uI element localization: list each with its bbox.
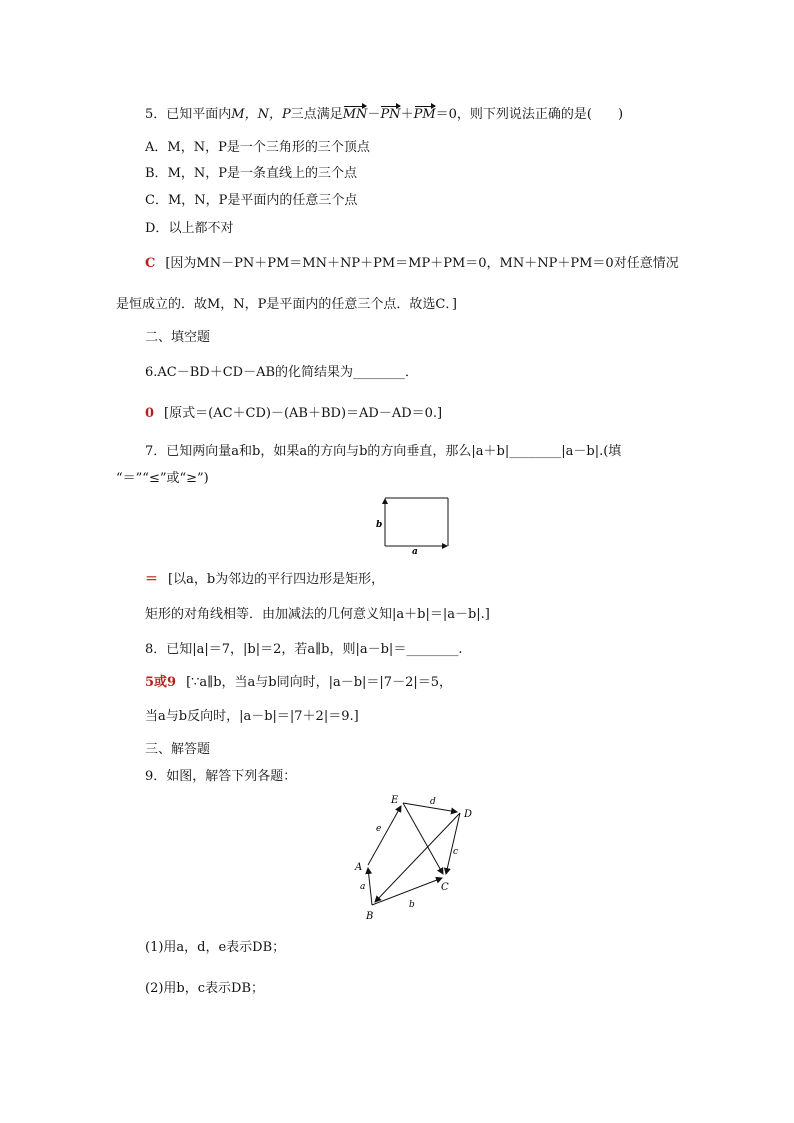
q5-answer: C [145, 256, 156, 271]
q8-explanation: [∵a∥b，当a与b同向时，|a－b|＝|7－2|＝5， [186, 675, 452, 690]
q5-stem: 5．已知平面内M，N，P三点满足MN－PN＋PM＝0，则下列说法正确的是( ) [145, 104, 623, 123]
q5-explanation: [因为MN－PN＋PM＝MN＋NP＋PM＝MP＋PM＝0，MN＋NP＋PM＝0对任意情况 [165, 256, 679, 271]
q7-explanation: [以a，b为邻边的平行四边形是矩形， [168, 572, 385, 587]
q5-option-a: A．M，N，P是一个三角形的三个顶点 [145, 140, 370, 155]
vector-ec [403, 803, 443, 874]
q7-explanation-cont: 矩形的对角线相等．由加减法的几何意义知|a＋b|＝|a－b|.] [145, 607, 490, 622]
point-label-a: A [355, 862, 363, 873]
q8-answer: 5或9 [145, 675, 177, 690]
q5-answer-line [145, 256, 679, 272]
point-label-c: C [441, 882, 449, 893]
q9-part1: (1)用a，d，e表示DB； [145, 940, 286, 955]
vector-a [368, 868, 372, 905]
q8-stem: 8．已知|a|＝7，|b|＝2，若a∥b，则|a－b|＝________. [145, 642, 463, 657]
vector-c [446, 813, 460, 874]
vector-e [368, 806, 401, 865]
q6-answer: 0 [145, 406, 155, 421]
vector-label-e: e [376, 824, 382, 834]
q6-stem: 6.AC－BD＋CD－AB的化简结果为________． [145, 365, 419, 380]
rectangle-figure [370, 493, 460, 555]
q5-option-b: B．M，N，P是一条直线上的三个点 [145, 166, 357, 181]
q5-option-c: C．M，N，P是平面内的任意三个点 [145, 193, 358, 208]
q6-explanation: [原式＝(AC＋CD)－(AB＋BD)＝AD－AD＝0.] [164, 406, 443, 421]
section-title-solutions: 三、解答题 [145, 742, 211, 757]
point-label-b: B [366, 911, 374, 922]
section-title-fill-in: 二、填空题 [145, 330, 211, 345]
vector-b [372, 878, 442, 905]
q9-part2: (2)用b，c表示DB； [145, 981, 264, 996]
vector-pn: PN [380, 104, 400, 123]
label-b: b [376, 520, 383, 530]
label-a: a [412, 547, 418, 555]
vector-figure [340, 790, 490, 925]
q6-answer-line [145, 406, 442, 422]
q7-answer: ＝ [145, 572, 159, 587]
q7-stem: 7．已知两向量a和b，如果a的方向与b的方向垂直，那么|a＋b|________|a－b|.(填 [145, 444, 622, 459]
vector-label-a: a [360, 882, 366, 892]
q5-option-d: D．以上都不对 [145, 221, 234, 236]
q7-stem-cont: “＝”“≤”或“≥”) [116, 471, 209, 486]
q8-explanation-cont: 当a与b反向时，|a－b|＝|7＋2|＝9.] [145, 709, 359, 724]
vector-mn: MN [343, 104, 368, 123]
vector-pm: PM [414, 104, 436, 123]
point-label-d: D [464, 809, 473, 820]
point-label-e: E [391, 795, 399, 806]
q9-stem: 9．如图，解答下列各题： [145, 769, 297, 784]
vector-label-d: d [430, 797, 436, 807]
q5-explanation-cont: 是恒成立的．故M，N，P是平面内的任意三个点．故选C．] [116, 297, 457, 312]
vector-label-c: c [453, 847, 459, 857]
q8-answer-line [145, 675, 452, 691]
q7-answer-line [145, 572, 384, 588]
vector-label-b: b [409, 900, 415, 910]
